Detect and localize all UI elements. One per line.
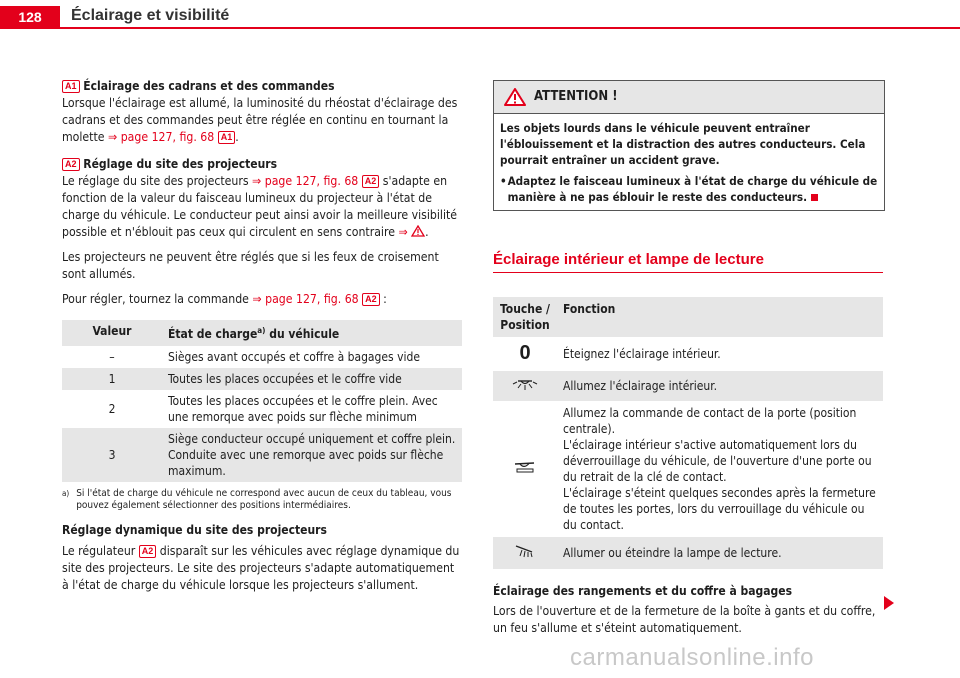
table-header-value: Valeur (62, 320, 162, 346)
table-header-row (62, 320, 462, 346)
attention-header (494, 81, 884, 114)
paragraph-text: s'adapte en fonction de la valeur du faisceau lumineux du projecteur à l'état de charge du véhicule. Le conducteur peut ainsi avoir la meilleure visibilité possible et n'éblouit pas ceux qui circulent en sens contraire (62, 174, 458, 239)
table-header-row (493, 297, 883, 337)
position-zero-icon: 0 (519, 342, 531, 364)
table-cell-value: – (109, 350, 115, 364)
bullet-mark: • (500, 174, 507, 188)
bullet-text: Adaptez le faisceau lumineux à l'état de charge du véhicule de manière à ne pas éblouir le reste des conducteurs. (507, 174, 878, 204)
paragraph-text: Le régulateur (62, 544, 139, 558)
warning-icon[interactable] (411, 225, 425, 237)
paragraph-text: . (235, 130, 239, 144)
load-state-table (62, 320, 462, 482)
attention-title: ATTENTION ! (534, 89, 618, 104)
paragraph-text: Lorsque l'éclairage est allumé, la luminosité du rhéostat d'éclairage des cadrans et des commandes peut être réglée en continu en tournant la molette (62, 96, 458, 144)
header-text: État de charge (168, 327, 258, 341)
table-row (62, 390, 462, 428)
left-column (62, 78, 462, 594)
attention-body (494, 114, 884, 210)
table-cell-desc: Allumez l'éclairage intérieur. (557, 371, 883, 401)
paragraph-text: Le réglage du site des projecteurs (62, 174, 253, 188)
table-cell-desc: Toutes les places occupées et le coffre vide (162, 368, 462, 390)
table-cell-icon (493, 337, 557, 371)
table-row (62, 428, 462, 482)
table-row (493, 401, 883, 537)
table-footnote (62, 488, 462, 512)
attention-text: Les objets lourds dans le véhicule peuvent entraîner l'éblouissement et la distraction des autres conducteurs. Cela pourrait entraîner un accident grave. (500, 121, 866, 167)
callout-badge-a2: A2 (362, 175, 380, 188)
reference-arrow: ⇒ (398, 225, 408, 239)
page-header (0, 0, 960, 29)
table-cell-desc: Allumez la commande de contact de la porte (position centrale). L'éclairage intérieur s'active automatiquement lors du déverrouillage du véhicule, de l'ouverture d'une porte ou du retrait de la clé de contact. L'éclairage s'éteint quelques secondes après la fermeture de toutes les portes, lors du verrouillage du véhicule ou du contact. (563, 406, 876, 532)
page-reference-link[interactable]: page 127, fig. 68 (120, 130, 215, 144)
end-square-icon (811, 194, 818, 201)
table-cell-desc: Éteignez l'éclairage intérieur. (563, 347, 721, 361)
paragraph-text: disparaît sur les véhicules avec réglage dynamique du site des projecteurs. Le site des projecteurs s'adapte automatiquement à l'état de charge du véhicule lorsque les projecteurs s'allument. (62, 544, 460, 592)
footnote-mark: a) (257, 326, 266, 335)
header-divider (0, 27, 960, 29)
table-row (62, 346, 462, 368)
section-headlight-range-title (62, 156, 462, 173)
footnote-text: Si l'état de charge du véhicule ne correspond avec aucun de ceux du tableau, vous pouvez également sélectionner des positions intermédiaires. (76, 488, 452, 511)
section-dynamic-range-title: Réglage dynamique du site des projecteurs (62, 523, 327, 537)
reference-arrow: ⇒ (252, 174, 262, 188)
reading-light-icon (512, 544, 538, 558)
attention-bullet (500, 173, 878, 205)
footnote-mark: a) (62, 489, 70, 498)
interior-light-on-icon (512, 377, 538, 391)
table-cell-desc: Allumer ou éteindre la lampe de lecture. (557, 537, 883, 569)
callout-badge-a1: A1 (62, 80, 80, 93)
callout-badge-a2: A2 (139, 545, 157, 558)
warning-icon (504, 88, 526, 106)
paragraph-storage-lighting: Lors de l'ouverture et de la fermeture de la boîte à gants et du coffre, un feu s'allume et s'éteint automatiquement. (493, 604, 876, 635)
chapter-title: Éclairage et visibilité (71, 7, 230, 24)
table-header-load-state (162, 320, 462, 346)
table-header-function: Fonction (557, 297, 883, 337)
callout-badge-a2: A2 (362, 293, 380, 306)
section-title-text: Éclairage des cadrans et des commandes (83, 79, 335, 93)
table-cell-desc: Toutes les places occupées et le coffre plein. Avec une remorque avec poids sur flèche minimum (168, 394, 438, 424)
header-text: du véhicule (265, 327, 340, 341)
table-cell-icon (493, 401, 557, 537)
reference-arrow: ⇒ (252, 292, 262, 306)
table-cell-desc: Siège conducteur occupé uniquement et coffre plein. Conduite avec une remorque avec poids sur flèche maximum. (162, 428, 462, 482)
table-cell-icon (493, 371, 557, 401)
table-cell-value: 2 (108, 402, 116, 416)
table-header-key: Touche / Position (493, 297, 557, 337)
paragraph-text: : (379, 292, 387, 306)
page-reference-link[interactable]: page 127, fig. 68 (264, 174, 359, 188)
attention-bullet-text (508, 173, 878, 205)
table-row (493, 337, 883, 371)
reference-arrow: ⇒ (108, 130, 118, 144)
right-column (493, 80, 883, 637)
table-cell-value: 1 (62, 368, 162, 390)
watermark: carmanualsonline.info (570, 644, 814, 671)
callout-badge-a2: A2 (62, 158, 80, 171)
paragraph-dashboard-lighting (62, 95, 462, 146)
attention-box (493, 80, 885, 211)
table-cell-value: 3 (62, 428, 162, 482)
section-title-text: Réglage du site des projecteurs (83, 157, 278, 171)
interior-lighting-table (493, 297, 883, 569)
section-storage-lighting-title: Éclairage des rangements et du coffre à bagages (493, 584, 792, 598)
table-row (62, 368, 462, 390)
page-number: 128 (0, 6, 60, 28)
door-contact-icon (512, 460, 538, 474)
section-dashboard-lighting-title (62, 78, 462, 95)
paragraph-dipped-beam: Les projecteurs ne peuvent être réglés que si les feux de croisement sont allumés. (62, 250, 439, 281)
paragraph-text: Pour régler, tournez la commande (62, 292, 253, 306)
callout-badge-a1: A1 (218, 131, 236, 144)
paragraph-headlight-range (62, 173, 462, 241)
paragraph-text: . (425, 225, 429, 239)
table-cell-icon (493, 537, 557, 569)
table-row (493, 537, 883, 569)
paragraph-dynamic-range (62, 543, 462, 594)
next-page-arrow-icon[interactable] (884, 596, 894, 610)
section-interior-lighting-title: Éclairage intérieur et lampe de lecture (493, 251, 883, 273)
table-row (493, 371, 883, 401)
table-cell-desc: Sièges avant occupés et coffre à bagages vide (168, 350, 420, 364)
paragraph-adjust (62, 291, 462, 308)
page-reference-link[interactable]: page 127, fig. 68 (265, 292, 359, 306)
